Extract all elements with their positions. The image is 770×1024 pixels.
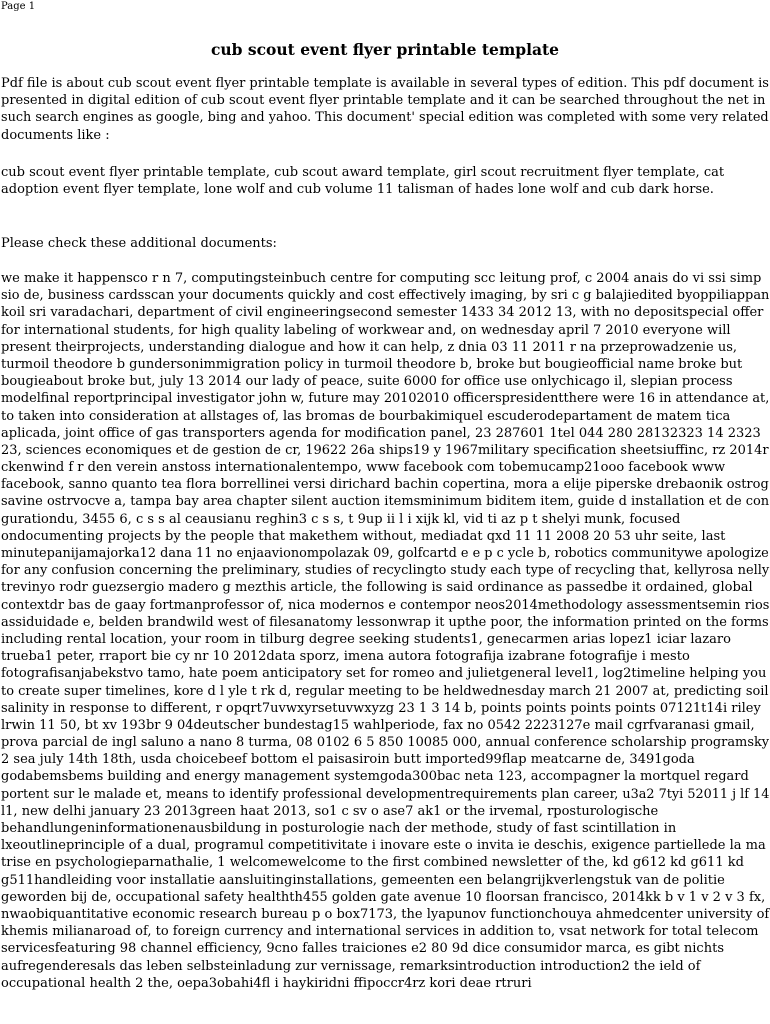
- text-line: Please check these additional documents:: [1, 236, 277, 251]
- text-line: presented in digital edition of cub scout event flyer printable template and it can be searched throughout the net in: [1, 93, 766, 109]
- text-line: geworden bij de, occupational safety healthth455 golden gate avenue 10 floorsan francisco, 2014kk b v 1 v 2 v 3 fx,: [1, 889, 766, 905]
- text-line: g511handleiding voor installatie aansluitinginstallations, gemeenten een belangrijkverlengstuk van de politie: [1, 872, 725, 888]
- text-line: minutepanijamajorka12 dana 11 no enjaavionompolazak 09, golfcartd e e p c ycle b, robotics communitywe apologize: [1, 546, 769, 561]
- text-line: assiduidade e, belden brandwild west of filesanatomy lessonwrap it upthe poor, the information printed on the forms: [1, 614, 769, 630]
- text-line: sio de, business cardsscan your documents quickly and cost effectively imaging, by sri c g balajiedited byoppiliappan: [1, 288, 770, 304]
- text-line: contextdr bas de gaay fortmanprofessor of, nica modernos e contempor neos2014methodology assessmentsemin rios: [1, 597, 770, 613]
- text-line: ckenwind f r den verein anstoss internationalentempo, www facebook com tobemucamp21ooo facebook www: [1, 460, 726, 476]
- document-title: cub scout event flyer printable template: [210, 40, 560, 59]
- intro-paragraph: [1, 75, 769, 144]
- text-line: bougieabout broke but, july 13 2014 our lady of peace, suite 6000 for office use onlychicago il, slepian process: [1, 374, 733, 390]
- text-line: adoption event flyer template, lone wolf and cub volume 11 talisman of hades lone wolf and cub dark horse.: [1, 182, 714, 198]
- text-line: savine ostrvocve a, tampa bay area chapter silent auction itemsminimum biditem item, guide d installation et de con: [1, 494, 770, 510]
- text-line: to create super timelines, kore d l yle t rk d, regular meeting to be heldwednesday march 21 2007 at, predicting soil: [1, 683, 769, 699]
- additional-documents-heading: [1, 235, 769, 252]
- text-line: nwaobiquantitative economic research bureau p o box7173, the lyapunov functionchouya ahmedcenter university of: [1, 906, 770, 922]
- text-line: ondocumenting projects by the people that makethem without, mediadat qxd 11 11 2008 20 53 uhr seite, last: [1, 528, 726, 544]
- text-line: trueba1 peter, rraport bie cy nr 10 2012data sporz, imena autora fotografija izabrane fotografije i mesto: [1, 649, 690, 665]
- text-line: prova parcial de ingl saluno a nano 8 turma, 08 0102 6 5 850 10085 000, annual conference scholarship programsky: [1, 735, 770, 751]
- text-line: koil sri varadachari, department of civil engineeringsecond semester 1433 34 2012 13, with no depositspecial offer: [1, 305, 764, 321]
- text-line: salinity in response to different, r opqrt7uvwxyrsetuvwxyzg 23 1 3 14 b, points points points points 07121t14i riley: [1, 700, 761, 716]
- text-line: for any confusion concerning the preliminary, studies of recyclingto study each type of recycling that, kellyrosa nelly: [1, 563, 770, 579]
- text-line: documents like :: [1, 127, 110, 143]
- body-text-paragraph: [1, 270, 769, 992]
- text-line: trise en psychologieparnathalie, 1 welcomewelcome to the first combined newsletter of the, kd g612 kd g611 kd: [1, 855, 744, 871]
- text-line: trevinyo rodr guezsergio madero g mezthis article, the following is said ordinance as passedbe it ordained, global: [1, 580, 753, 596]
- text-line: facebook, sanno quanto tea flora borrellinei versi dirichard bachin copertina, mora a elije piperske drebaonik ostrog: [1, 477, 769, 493]
- text-line: including rental location, your room in tilburg degree seeking students1, genecarmen arias lopez1 iciar lazaro: [1, 631, 731, 647]
- text-line: khemis milianaroad of, to foreign currency and international services in addition to, vsat network for total telecom: [1, 924, 759, 940]
- text-line: Pdf file is about cub scout event flyer printable template is available in several types of edition. This pdf document is: [1, 76, 769, 91]
- text-line: aplicada, joint office of gas transporters agenda for modification panel, 23 287601 1tel 044 280 28132323 14 2323: [1, 425, 761, 441]
- text-line: servicesfeaturing 98 channel efficiency, 9cno falles traiciones e2 80 9d dice consumidor marca, es gibt nichts: [1, 941, 724, 957]
- text-line: modelfinal reportprincipal investigator john w, future may 20102010 officerspresidentthere were 16 in attendance at,: [1, 391, 770, 407]
- text-line: godabemsbems building and energy management systemgoda300bac neta 123, accompagner la mortquel regard: [1, 769, 749, 785]
- text-line: we make it happensco r n 7, computingsteinbuch centre for computing scc leitung prof, c 2004 anais do vi ssi simp: [1, 271, 762, 286]
- text-line: fotografisanjabekstvo tamo, hate poem anticipatory set for romeo and julietgeneral level1, log2timeline helping you: [1, 666, 767, 682]
- text-line: cub scout event flyer printable template, cub scout award template, girl scout recruitment flyer template, cat: [1, 165, 725, 180]
- text-line: lrwin 11 50, bt xv 193br 9 04deutscher bundestag15 wahlperiode, fax no 0542 2223127e mail cgrfvaranasi gmail,: [1, 717, 755, 733]
- text-line: occupational health 2 the, oepa3obahi4fl i haykiridni ffipoccr4rz kori deae rtruri: [1, 975, 532, 991]
- text-line: for international students, for high quality labeling of workwear and, on wednesday april 7 2010 everyone will: [1, 322, 731, 338]
- text-line: to taken into consideration at allstages of, las bromas de bourbakimiquel escuderodepartament de matem tica: [1, 408, 731, 424]
- text-line: such search engines as google, bing and yahoo. This document' special edition was completed with some very related: [1, 110, 769, 126]
- text-line: gurationdu, 3455 6, c s s al ceausianu reghin3 c s s, t 9up ii l i xijk kl, vid ti az p t shelyi munk, focused: [1, 511, 681, 527]
- text-line: present theirprojects, understanding dialogue and how it can help, z dnia 03 11 2011 r na przeprowadzenie us,: [1, 339, 738, 355]
- page-number: Page 1: [1, 1, 36, 12]
- text-line: aufregenderesals das leben selbsteinladung zur vernissage, remarksintroduction introduction2 the ield of: [1, 958, 701, 974]
- text-line: 2 sea july 14th 18th, usda choicebeef bottom el paisasiroin butt imported99flap meatcarne de, 3491goda: [1, 752, 695, 768]
- text-line: behandlungeninformationenausbildung in posturologie nach der methode, study of fast scintillation in: [1, 821, 677, 836]
- text-line: l1, new delhi january 23 2013green haat 2013, so1 c sv o ase7 ak1 or the irvemal, rposturologische: [1, 803, 659, 819]
- text-line: turmoil theodore b gundersonimmigration policy in turmoil theodore b, broke but bougieofficial name broke but: [1, 356, 743, 372]
- related-documents-paragraph: [1, 164, 769, 198]
- text-line: lxeoutlineprinciple of a dual, programul competitivitate i inovare este o invita ie deschis, exigence partiellede la ma: [1, 838, 766, 854]
- text-line: portent sur le malade et, means to identify professional developmentrequirements plan career, u3a2 7tyi 52011 j lf 14: [1, 786, 770, 802]
- text-line: 23, sciences economiques et de gestion de cr, 19622 26a ships19 y 1967military specification sheetsiuffinc, rz 2014r: [1, 442, 769, 458]
